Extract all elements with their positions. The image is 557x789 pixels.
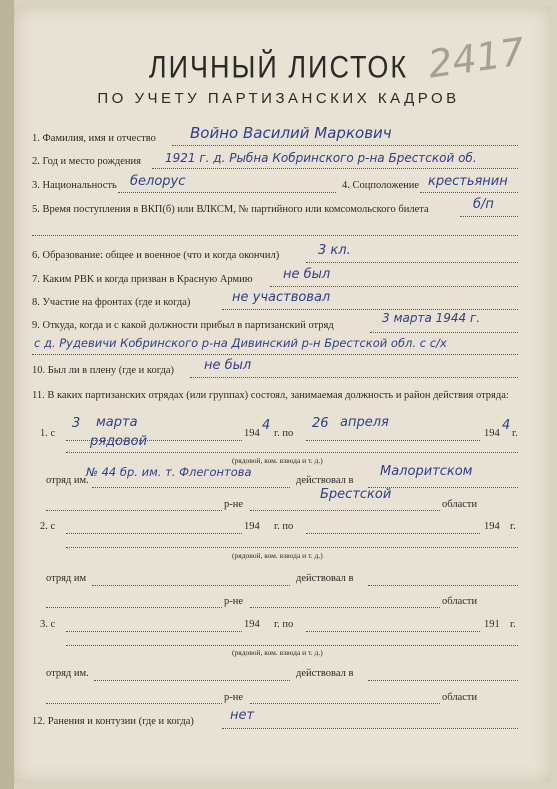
entry-1-to-word: г. по [274,428,294,439]
entry-1-from-month: марта [96,415,138,430]
entry-3-region-line [250,703,440,704]
field-7-label: 7. Каким РВК и когда призван в Красную Армию [32,274,253,285]
field-8-value: не участвовал [232,290,331,305]
field-4-value: крестьянин [428,174,508,189]
field-2-line [152,168,518,169]
entry-2-to-line [306,533,480,534]
entry-1-to-line [306,440,480,441]
entry-1-rne-line-pre [46,510,222,511]
entry-1-acted-label: действовал в [296,475,354,486]
entry-2-otryad-label: отряд им [46,573,87,584]
field-1-label: 1. Фамилия, имя и отчество [32,133,156,144]
field-6-line [306,262,518,263]
page-binding-edge [0,0,14,789]
entry-2-to-year-prefix: 194 [484,521,500,532]
entry-3-position-hint: (рядовой, ком. взвода и т. д.) [232,648,323,657]
field-3-value: белорус [130,174,186,189]
document-subtitle: ПО УЧЕТУ ПАРТИЗАНСКИХ КАДРОВ [97,90,460,107]
entry-2-to-word: г. по [274,521,294,532]
field-2-label: 2. Год и место рождения [32,156,141,167]
entry-1-from-year-prefix: 194 [244,428,260,439]
entry-2-otryad-line [92,585,290,586]
field-5-line-2 [32,235,518,236]
entry-1-otryad-label: отряд им. [46,475,89,486]
entry-2-index: 2. с [40,521,56,532]
entry-1-otryad-value: № 44 бр. им. т. Флегонтова [86,465,252,479]
field-10-value: не был [204,358,252,373]
entry-3-otryad-label: отряд им. [46,668,89,679]
entry-1-to-year-digit: 4 [502,418,511,433]
entry-3-to-year-prefix: 191 [484,619,500,630]
field-11-label: 11. В каких партизанских отрядах (или группах) состоял, занимаемая должность и район действия отряда: [32,390,509,401]
entry-2-rne-line-pre [46,607,222,608]
entry-3-acted-line [368,680,518,681]
entry-1-region-line [250,510,440,511]
field-1-value: Войно Василий Маркович [190,124,392,142]
entry-3-rne-line-pre [46,703,222,704]
field-12-line [222,728,518,729]
entry-2-rne-label: р-не [224,596,244,607]
entry-1-position-hint: (рядовой, ком. взвода и т. д.) [232,456,323,465]
entry-1-index: 1. с [40,428,56,439]
entry-3-acted-label: действовал в [296,668,354,679]
field-7-value: не был [283,267,331,282]
entry-3-to-line [306,631,480,632]
field-2-value: 1921 г. д. Рыбна Кобринского р-на Брестской об. [165,151,477,165]
entry-2-acted-line [368,585,518,586]
entry-3-rne-label: р-не [224,692,244,703]
entry-3-year-suffix: г. [510,619,516,630]
field-10-label: 10. Был ли в плену (где и когда) [32,365,175,376]
field-9-line [370,332,518,333]
entry-1-from-year-digit: 4 [262,418,271,433]
field-9-line-2 [32,354,518,355]
field-8-line [222,309,518,310]
field-3-line [118,192,336,193]
entry-1-position-line [66,452,518,453]
field-1-line [172,145,518,146]
entry-1-to-day: 26 [312,416,329,431]
entry-2-from-line [66,533,242,534]
entry-1-from-day: 3 [72,416,81,431]
field-9-value-2: с д. Рудевичи Кобринского р-на Дивинский р-н Брестской обл. с с/х [34,336,447,350]
field-4-line [420,192,518,193]
entry-1-to-month: апреля [340,415,389,430]
field-5-line [460,216,518,217]
field-6-value: 3 кл. [318,243,351,258]
document-title: ЛИЧНЫЙ ЛИСТОК [148,49,409,85]
field-7-line [270,286,518,287]
entry-3-to-word: г. по [274,619,294,630]
entry-3-from-line [66,631,242,632]
field-6-label: 6. Образование: общее и военное (что и когда окончил) [32,250,280,261]
field-5-label: 5. Время поступления в ВКП(б) или ВЛКСМ, № партийного или комсомольского билета [32,204,429,215]
entry-1-oblasti-label: области [442,499,478,510]
field-3-label: 3. Национальность [32,180,117,191]
entry-1-to-year-prefix: 194 [484,428,500,439]
entry-3-index: 3. с [40,619,56,630]
field-8-label: 8. Участие на фронтах (где и когда) [32,297,191,308]
entry-2-year-suffix: г. [510,521,516,532]
field-12-value: нет [230,708,255,723]
field-5-value: б/п [473,197,494,212]
entry-2-region-line [250,607,440,608]
field-9-value: 3 марта 1944 г. [382,311,481,325]
entry-3-from-year-prefix: 194 [244,619,260,630]
entry-2-acted-label: действовал в [296,573,354,584]
entry-2-from-year-prefix: 194 [244,521,260,532]
entry-3-oblasti-label: области [442,692,478,703]
field-9-label: 9. Откуда, когда и с какой должности прибыл в партизанский отряд [32,320,334,331]
entry-1-position: рядовой [90,434,148,449]
entry-2-position-hint: (рядовой, ком. взвода и т. д.) [232,551,323,560]
field-10-line [190,377,518,378]
field-12-label: 12. Ранения и контузии (где и когда) [32,716,194,727]
entry-2-oblasti-label: области [442,596,478,607]
entry-1-year-suffix: г. [512,428,518,439]
entry-1-acted-value: Малоритском [380,464,473,479]
entry-1-region-value: Брестской [320,487,392,502]
entry-3-position-line [66,645,518,646]
field-4-label: 4. Соцположение [342,180,420,191]
entry-1-rne-label: р-не [224,499,244,510]
archive-number: 2417 [425,29,528,87]
entry-3-otryad-line [94,680,290,681]
entry-2-position-line [66,547,518,548]
entry-1-otryad-line [92,487,290,488]
